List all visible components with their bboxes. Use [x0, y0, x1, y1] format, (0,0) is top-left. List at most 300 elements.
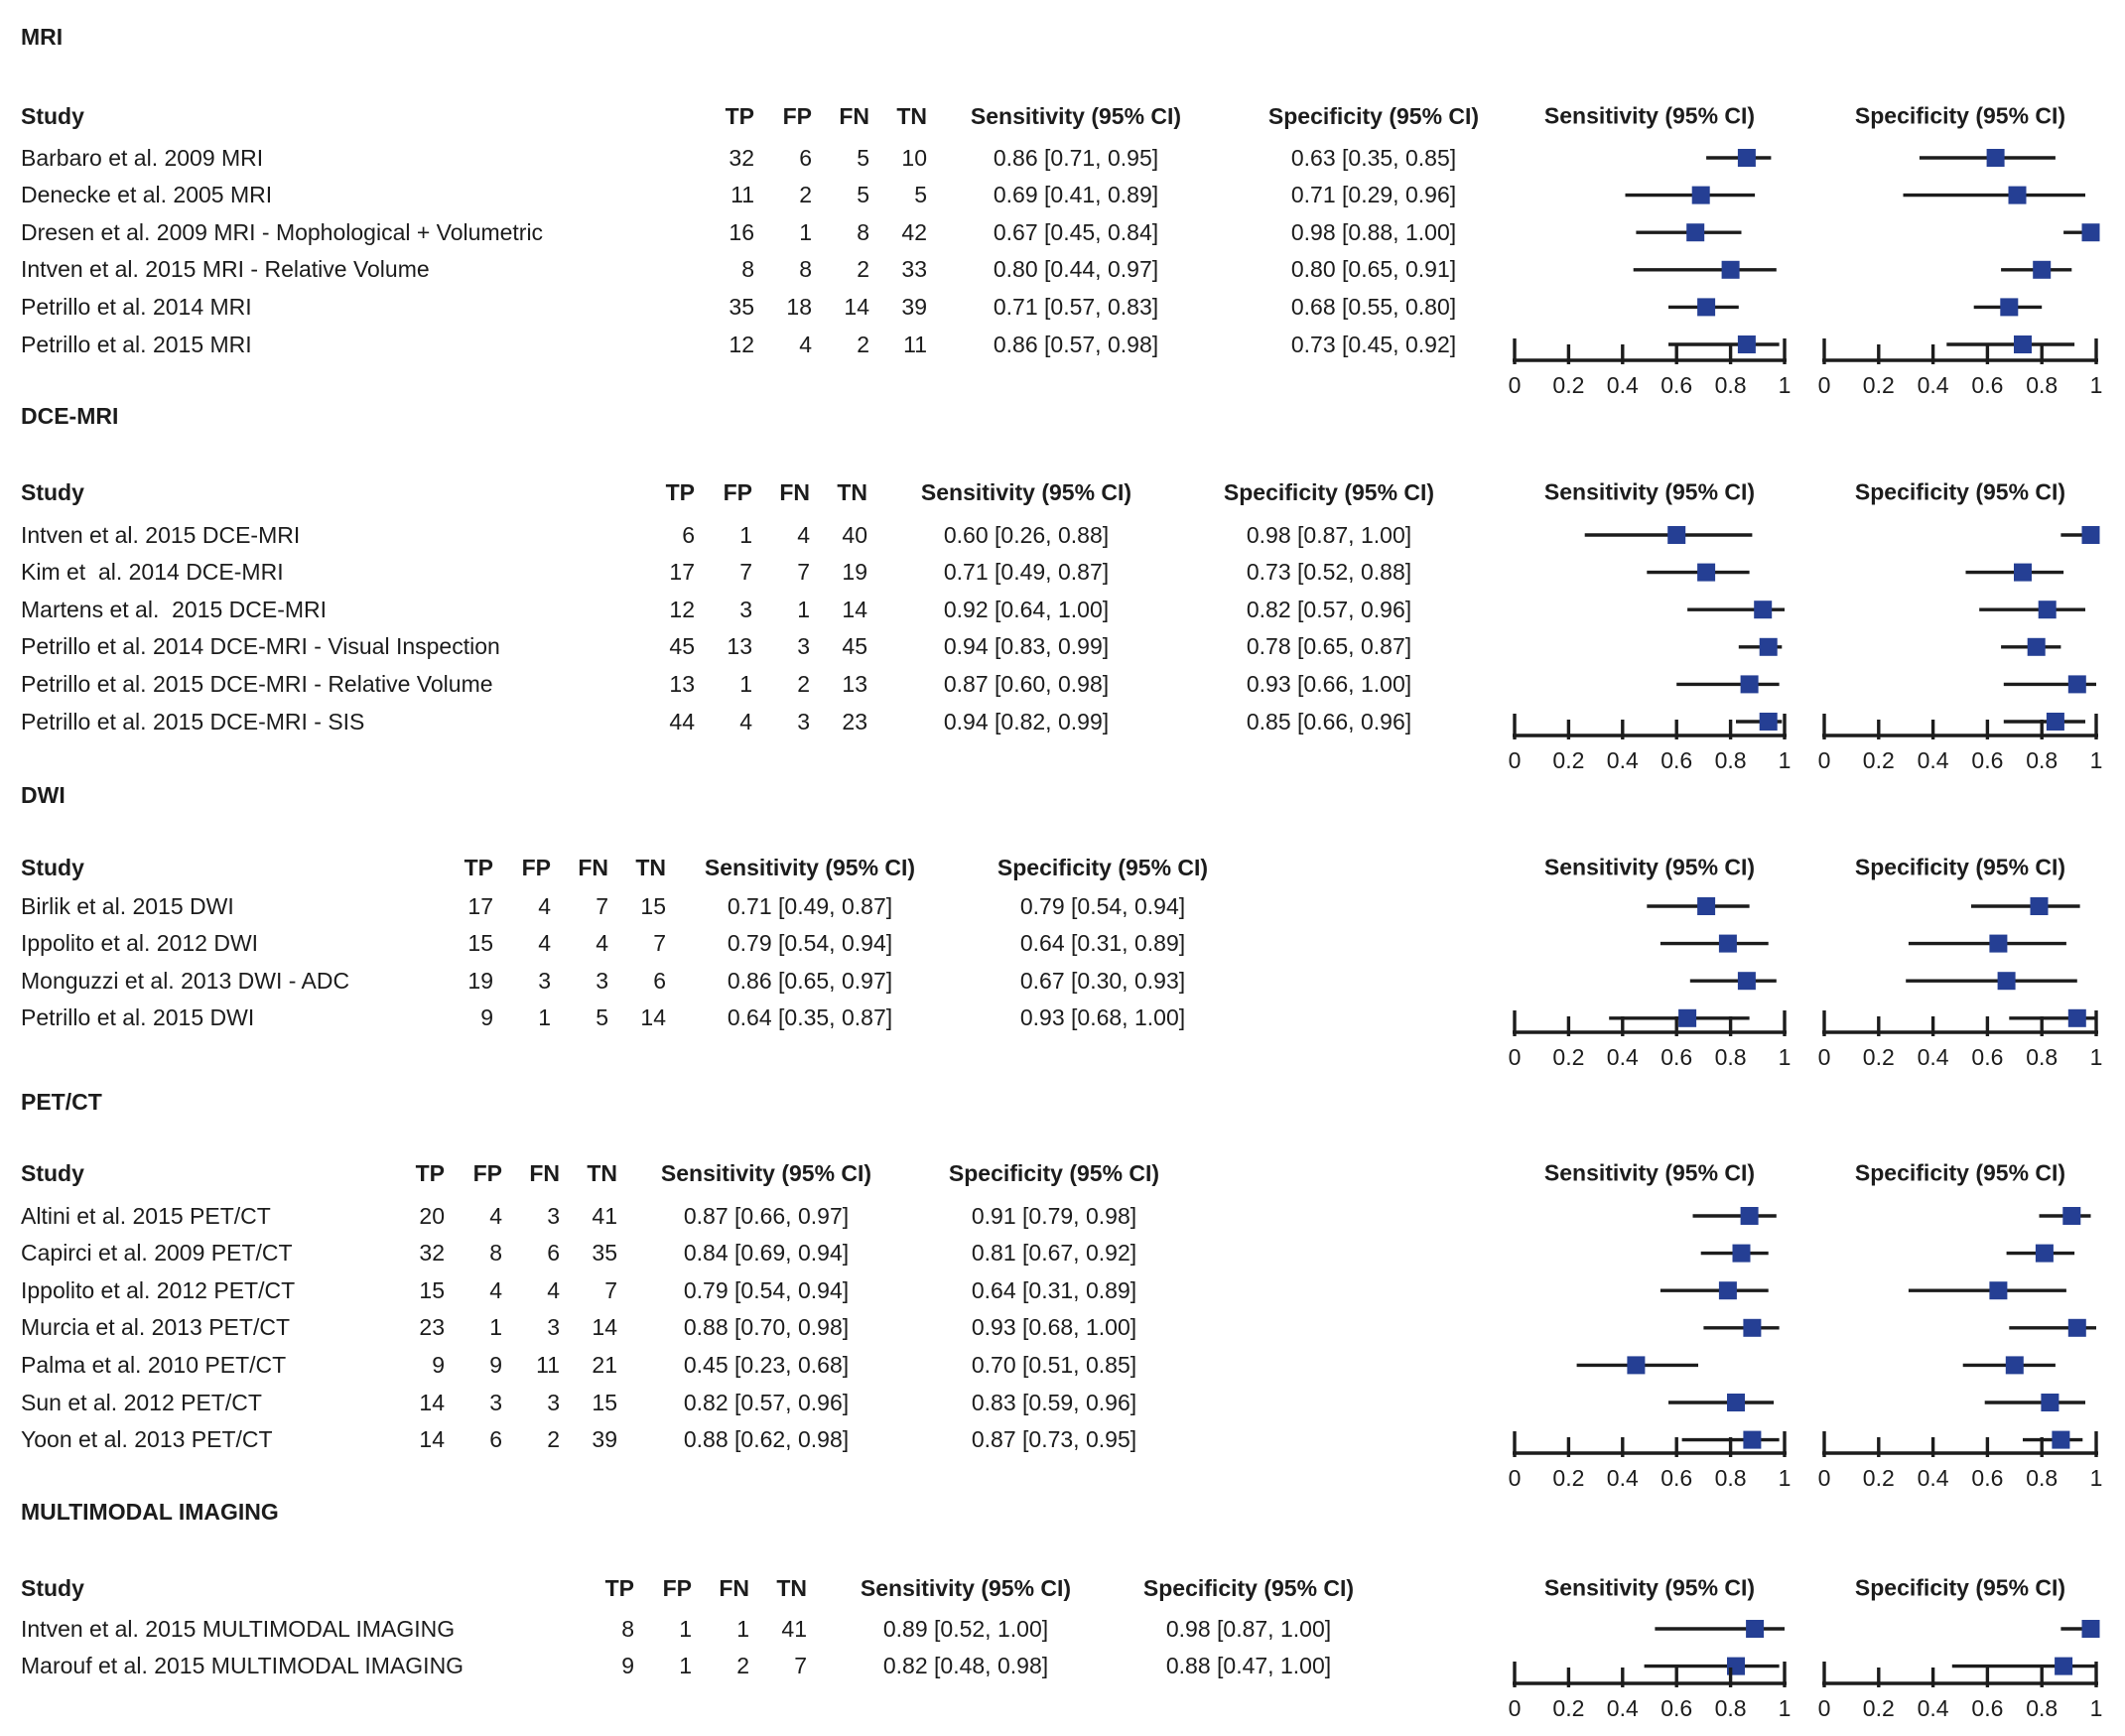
col-header-study: Study — [21, 854, 84, 880]
spec-ci-text: 0.78 [0.65, 0.87] — [1246, 633, 1412, 660]
axis-tick-label: 0 — [1508, 1695, 1522, 1721]
axis-tick-label: 0.2 — [1862, 372, 1895, 398]
axis-tick-label: 0.8 — [2026, 372, 2059, 398]
fp-value: 2 — [799, 182, 812, 208]
col-header-fn: FN — [578, 854, 608, 880]
spec-ci-text: 0.63 [0.35, 0.85] — [1290, 144, 1457, 171]
fn-value: 11 — [536, 1351, 560, 1378]
tn-value: 45 — [842, 633, 867, 660]
point-estimate-marker — [1743, 1319, 1761, 1337]
tn-value: 41 — [781, 1615, 807, 1642]
sens-ci-text: 0.84 [0.69, 0.94] — [683, 1240, 850, 1267]
axis-tick-label: 0 — [1817, 372, 1831, 398]
axis-tick-label: 0.4 — [1917, 372, 1949, 398]
col-header-tp: TP — [725, 102, 754, 129]
axis-tick-label: 0.2 — [1552, 747, 1585, 773]
fp-value: 1 — [679, 1615, 692, 1642]
sens-plot-header: Sensitivity (95% CI) — [1543, 1574, 1756, 1601]
study-name: Kim et al. 2014 DCE-MRI — [21, 559, 284, 586]
axis-tick-label: 0 — [1508, 747, 1522, 773]
col-header-fn: FN — [779, 478, 810, 505]
point-estimate-marker — [1686, 223, 1704, 241]
point-estimate-marker — [1692, 187, 1710, 204]
col-header-fp: FP — [662, 1574, 692, 1601]
axis-tick-label: 0.6 — [1971, 1695, 2004, 1721]
study-name: Denecke et al. 2005 MRI — [21, 182, 273, 208]
study-row — [21, 887, 1252, 925]
fn-value: 5 — [857, 182, 869, 208]
sens-ci-text: 0.67 [0.45, 0.84] — [993, 218, 1159, 245]
tn-value: 39 — [901, 293, 927, 320]
point-estimate-marker — [1719, 935, 1737, 953]
fp-value: 1 — [739, 521, 752, 548]
spec-ci-text: 0.80 [0.65, 0.91] — [1290, 256, 1457, 283]
tp-value: 44 — [669, 708, 695, 734]
fn-value: 3 — [547, 1314, 560, 1341]
col-header-fp: FP — [723, 478, 752, 505]
fn-value: 1 — [797, 596, 810, 622]
axis-tick-label: 0.8 — [2026, 1695, 2059, 1721]
spec-ci-text: 0.82 [0.57, 0.96] — [1246, 596, 1412, 622]
fn-value: 3 — [596, 967, 608, 994]
sens-ci-text: 0.86 [0.71, 0.95] — [993, 144, 1159, 171]
tp-value: 16 — [729, 218, 754, 245]
col-header-sensitivity: Sensitivity (95% CI) — [920, 478, 1132, 505]
axis-tick-label: 1 — [1778, 747, 1792, 773]
col-header-study: Study — [21, 478, 84, 505]
col-header-fn: FN — [719, 1574, 749, 1601]
study-name: Ippolito et al. 2012 PET/CT — [21, 1276, 296, 1303]
axis-tick-label: 0.2 — [1862, 1695, 1895, 1721]
section-title: DWI — [21, 782, 66, 808]
sens-ci-text: 0.71 [0.49, 0.87] — [727, 892, 893, 919]
sens-ci-text: 0.88 [0.62, 0.98] — [683, 1426, 850, 1453]
tn-value: 21 — [592, 1351, 617, 1378]
fp-value: 4 — [538, 892, 551, 919]
sens-ci-text: 0.60 [0.26, 0.88] — [943, 521, 1110, 548]
spec-plot-header: Specificity (95% CI) — [1854, 102, 2066, 129]
point-estimate-marker — [1746, 1620, 1764, 1638]
sens-ci-text: 0.80 [0.44, 0.97] — [993, 256, 1159, 283]
fn-value: 4 — [547, 1276, 560, 1303]
fn-value: 2 — [797, 670, 810, 697]
spec-plot-header: Specificity (95% CI) — [1854, 1159, 2066, 1186]
col-header-sensitivity: Sensitivity (95% CI) — [860, 1574, 1072, 1601]
table-header-row — [21, 97, 1523, 135]
tp-value: 12 — [729, 331, 754, 357]
fn-value: 4 — [596, 930, 608, 957]
axis-tick-label: 0.8 — [1714, 372, 1747, 398]
point-estimate-marker — [2033, 261, 2051, 279]
study-name: Petrillo et al. 2015 DCE-MRI - Relative Volume — [21, 670, 493, 697]
study-row — [21, 251, 1523, 289]
sens-plot-header: Sensitivity (95% CI) — [1543, 1159, 1756, 1186]
spec-ci-text: 0.91 [0.79, 0.98] — [971, 1202, 1137, 1229]
fn-value: 2 — [857, 256, 869, 283]
axis-tick-label: 0.6 — [1971, 1044, 2004, 1070]
study-row — [21, 139, 1523, 177]
point-estimate-marker — [2014, 564, 2032, 582]
study-row — [21, 1421, 1193, 1459]
point-estimate-marker — [1754, 601, 1772, 618]
study-row — [21, 326, 1523, 363]
point-estimate-marker — [1738, 149, 1756, 167]
fn-value: 4 — [797, 521, 810, 548]
tp-value: 8 — [741, 256, 754, 283]
axis-tick-label: 0.6 — [1971, 372, 2004, 398]
fp-value: 1 — [679, 1653, 692, 1679]
study-name: Sun et al. 2012 PET/CT — [21, 1389, 262, 1415]
point-estimate-marker — [2082, 526, 2100, 544]
tp-value: 20 — [419, 1202, 445, 1229]
spec-ci-text: 0.85 [0.66, 0.96] — [1246, 708, 1412, 734]
study-name: Birlik et al. 2015 DWI — [21, 892, 234, 919]
spec-ci-text: 0.98 [0.87, 1.00] — [1165, 1615, 1332, 1642]
point-estimate-marker — [1722, 261, 1740, 279]
sens-ci-text: 0.86 [0.65, 0.97] — [727, 967, 893, 994]
col-header-sensitivity: Sensitivity (95% CI) — [970, 102, 1182, 129]
axis-tick-label: 0.2 — [1552, 372, 1585, 398]
fp-value: 13 — [727, 633, 752, 660]
study-row — [21, 288, 1523, 326]
fn-value: 3 — [797, 708, 810, 734]
study-row — [21, 1000, 1252, 1037]
axis-tick-label: 0 — [1508, 372, 1522, 398]
axis-tick-label: 0.6 — [1660, 1695, 1693, 1721]
tp-value: 17 — [669, 559, 695, 586]
study-name: Petrillo et al. 2015 DCE-MRI - SIS — [21, 708, 365, 734]
col-header-tp: TP — [415, 1159, 445, 1186]
axis-tick-label: 0.4 — [1606, 372, 1639, 398]
point-estimate-marker — [1743, 1431, 1761, 1449]
axis-tick-label: 1 — [2089, 372, 2103, 398]
sens-plot-header: Sensitivity (95% CI) — [1543, 478, 1756, 505]
tn-value: 7 — [794, 1653, 807, 1679]
fn-value: 2 — [857, 331, 869, 357]
axis-tick-label: 0.4 — [1917, 1044, 1949, 1070]
axis-tick-label: 0.6 — [1971, 747, 2004, 773]
point-estimate-marker — [2036, 1245, 2054, 1263]
axis-tick-label: 0.6 — [1660, 1044, 1693, 1070]
section-title: DCE-MRI — [21, 403, 119, 429]
point-estimate-marker — [2047, 713, 2064, 731]
tp-value: 32 — [729, 144, 754, 171]
tn-value: 13 — [842, 670, 867, 697]
axis-tick-label: 1 — [1778, 372, 1792, 398]
sens-ci-text: 0.79 [0.54, 0.94] — [683, 1276, 850, 1303]
fp-value: 7 — [739, 559, 752, 586]
point-estimate-marker — [2062, 1207, 2080, 1225]
study-row — [21, 554, 1473, 592]
point-estimate-marker — [2055, 1658, 2072, 1675]
point-estimate-marker — [1627, 1356, 1645, 1374]
fp-value: 4 — [538, 930, 551, 957]
tn-value: 14 — [842, 596, 867, 622]
study-row — [21, 665, 1473, 703]
fn-value: 14 — [844, 293, 869, 320]
axis-tick-label: 0.8 — [1714, 747, 1747, 773]
col-header-study: Study — [21, 1159, 84, 1186]
fp-value: 1 — [538, 1004, 551, 1031]
spec-ci-text: 0.93 [0.66, 1.00] — [1246, 670, 1412, 697]
tp-value: 9 — [621, 1653, 634, 1679]
sens-ci-text: 0.82 [0.48, 0.98] — [882, 1653, 1049, 1679]
point-estimate-marker — [2068, 1009, 2086, 1027]
fp-value: 8 — [489, 1240, 502, 1267]
tp-value: 12 — [669, 596, 695, 622]
spec-ci-text: 0.83 [0.59, 0.96] — [971, 1389, 1137, 1415]
fn-value: 1 — [736, 1615, 749, 1642]
section-title: MULTIMODAL IMAGING — [21, 1499, 279, 1525]
spec-ci-text: 0.73 [0.45, 0.92] — [1290, 331, 1457, 357]
point-estimate-marker — [1998, 972, 2016, 990]
col-header-tp: TP — [665, 478, 695, 505]
tn-value: 7 — [604, 1276, 617, 1303]
axis-tick-label: 0.8 — [2026, 1044, 2059, 1070]
axis-tick-label: 0.6 — [1971, 1465, 2004, 1491]
tn-value: 11 — [903, 331, 927, 357]
point-estimate-marker — [2000, 298, 2018, 316]
col-header-specificity: Specificity (95% CI) — [1223, 478, 1435, 505]
study-row — [21, 1271, 1193, 1309]
sens-ci-text: 0.87 [0.66, 0.97] — [683, 1202, 850, 1229]
fp-value: 9 — [489, 1351, 502, 1378]
axis-tick-label: 0.4 — [1606, 747, 1639, 773]
study-name: Petrillo et al. 2014 MRI — [21, 293, 252, 320]
spec-ci-text: 0.98 [0.87, 1.00] — [1246, 521, 1412, 548]
study-row — [21, 1197, 1193, 1235]
study-name: Palma et al. 2010 PET/CT — [21, 1351, 287, 1378]
point-estimate-marker — [1667, 526, 1685, 544]
point-estimate-marker — [2039, 601, 2057, 618]
point-estimate-marker — [2028, 638, 2046, 656]
study-name: Dresen et al. 2009 MRI - Mophological + Volumetric — [21, 218, 544, 245]
study-name: Petrillo et al. 2015 DWI — [21, 1004, 255, 1031]
axis-tick-label: 0.2 — [1862, 1465, 1895, 1491]
fn-value: 7 — [797, 559, 810, 586]
tp-value: 11 — [730, 182, 754, 208]
tn-value: 35 — [592, 1240, 617, 1267]
point-estimate-marker — [2006, 1356, 2024, 1374]
tp-value: 45 — [669, 633, 695, 660]
study-name: Marouf et al. 2015 MULTIMODAL IMAGING — [21, 1653, 465, 1679]
point-estimate-marker — [1738, 335, 1756, 353]
table-header-row — [21, 473, 1473, 511]
fp-value: 4 — [799, 331, 812, 357]
axis-tick-label: 0.8 — [2026, 747, 2059, 773]
axis-tick-label: 0.4 — [1606, 1695, 1639, 1721]
axis-tick-label: 0.4 — [1917, 1465, 1949, 1491]
point-estimate-marker — [1697, 298, 1715, 316]
fn-value: 6 — [547, 1240, 560, 1267]
study-row — [21, 1384, 1193, 1421]
study-name: Intven et al. 2015 MULTIMODAL IMAGING — [21, 1615, 456, 1642]
point-estimate-marker — [2082, 1620, 2100, 1638]
point-estimate-marker — [2068, 675, 2086, 693]
axis-tick-label: 1 — [2089, 1044, 2103, 1070]
col-header-specificity: Specificity (95% CI) — [1267, 102, 1480, 129]
col-header-tp: TP — [604, 1574, 634, 1601]
spec-ci-text: 0.70 [0.51, 0.85] — [971, 1351, 1137, 1378]
point-estimate-marker — [1733, 1245, 1751, 1263]
fn-value: 2 — [736, 1653, 749, 1679]
col-header-study: Study — [21, 102, 84, 129]
study-row — [21, 1648, 1373, 1685]
study-row — [21, 1309, 1193, 1347]
sens-ci-text: 0.82 [0.57, 0.96] — [683, 1389, 850, 1415]
col-header-tn: TN — [896, 102, 927, 129]
fn-value: 5 — [857, 144, 869, 171]
point-estimate-marker — [1989, 935, 2007, 953]
study-name: Yoon et al. 2013 PET/CT — [21, 1426, 273, 1453]
sens-ci-text: 0.94 [0.82, 0.99] — [943, 708, 1110, 734]
axis-tick-label: 0 — [1508, 1044, 1522, 1070]
col-header-tp: TP — [464, 854, 493, 880]
axis-tick-label: 0 — [1817, 747, 1831, 773]
tn-value: 14 — [640, 1004, 666, 1031]
spec-ci-text: 0.71 [0.29, 0.96] — [1290, 182, 1457, 208]
tn-value: 23 — [842, 708, 867, 734]
spec-plot-header: Specificity (95% CI) — [1854, 854, 2066, 880]
sens-ci-text: 0.87 [0.60, 0.98] — [943, 670, 1110, 697]
axis-tick-label: 0.2 — [1552, 1465, 1585, 1491]
point-estimate-marker — [1697, 564, 1715, 582]
spec-ci-text: 0.64 [0.31, 0.89] — [1019, 930, 1186, 957]
col-header-sensitivity: Sensitivity (95% CI) — [704, 854, 916, 880]
tn-value: 41 — [592, 1202, 617, 1229]
tn-value: 39 — [592, 1426, 617, 1453]
point-estimate-marker — [1760, 713, 1778, 731]
col-header-specificity: Specificity (95% CI) — [948, 1159, 1160, 1186]
tn-value: 19 — [842, 559, 867, 586]
col-header-fp: FP — [472, 1159, 502, 1186]
spec-ci-text: 0.64 [0.31, 0.89] — [971, 1276, 1137, 1303]
axis-tick-label: 0 — [1508, 1465, 1522, 1491]
col-header-fn: FN — [839, 102, 869, 129]
study-name: Petrillo et al. 2014 DCE-MRI - Visual Inspection — [21, 633, 500, 660]
fn-value: 3 — [547, 1389, 560, 1415]
point-estimate-marker — [1678, 1009, 1696, 1027]
sens-ci-text: 0.69 [0.41, 0.89] — [993, 182, 1159, 208]
study-row — [21, 1610, 1373, 1648]
axis-tick-label: 0.2 — [1552, 1695, 1585, 1721]
col-header-tn: TN — [635, 854, 666, 880]
col-header-fp: FP — [782, 102, 812, 129]
sens-ci-text: 0.71 [0.49, 0.87] — [943, 559, 1110, 586]
tn-value: 33 — [901, 256, 927, 283]
sens-ci-text: 0.79 [0.54, 0.94] — [727, 930, 893, 957]
sens-plot-header: Sensitivity (95% CI) — [1543, 854, 1756, 880]
col-header-fp: FP — [521, 854, 551, 880]
fp-value: 4 — [739, 708, 752, 734]
tp-value: 15 — [419, 1276, 445, 1303]
tp-value: 6 — [682, 521, 695, 548]
study-name: Barbaro et al. 2009 MRI — [21, 144, 264, 171]
tn-value: 10 — [901, 144, 927, 171]
table-header-row — [21, 1154, 1193, 1192]
axis-tick-label: 0.8 — [1714, 1695, 1747, 1721]
point-estimate-marker — [2031, 897, 2049, 915]
spec-ci-text: 0.87 [0.73, 0.95] — [971, 1426, 1137, 1453]
axis-tick-label: 1 — [1778, 1465, 1792, 1491]
col-header-study: Study — [21, 1574, 84, 1601]
sens-ci-text: 0.92 [0.64, 1.00] — [943, 596, 1110, 622]
spec-ci-text: 0.98 [0.88, 1.00] — [1290, 218, 1457, 245]
fp-value: 3 — [489, 1389, 502, 1415]
tp-value: 32 — [419, 1240, 445, 1267]
tn-value: 6 — [653, 967, 666, 994]
col-header-sensitivity: Sensitivity (95% CI) — [660, 1159, 872, 1186]
axis-tick-label: 0.4 — [1917, 747, 1949, 773]
axis-tick-label: 1 — [1778, 1695, 1792, 1721]
fp-value: 6 — [489, 1426, 502, 1453]
study-name: Intven et al. 2015 DCE-MRI — [21, 521, 301, 548]
col-header-tn: TN — [776, 1574, 807, 1601]
study-name: Martens et al. 2015 DCE-MRI — [21, 596, 328, 622]
point-estimate-marker — [1741, 1207, 1759, 1225]
section-title: PET/CT — [21, 1089, 102, 1115]
fp-value: 3 — [739, 596, 752, 622]
tp-value: 23 — [419, 1314, 445, 1341]
fp-value: 4 — [489, 1276, 502, 1303]
axis-tick-label: 0 — [1817, 1465, 1831, 1491]
tn-value: 7 — [653, 930, 666, 957]
sens-plot-header: Sensitivity (95% CI) — [1543, 102, 1756, 129]
spec-ci-text: 0.93 [0.68, 1.00] — [971, 1314, 1137, 1341]
axis-tick-label: 1 — [2089, 1695, 2103, 1721]
tn-value: 15 — [592, 1389, 617, 1415]
sens-ci-text: 0.88 [0.70, 0.98] — [683, 1314, 850, 1341]
axis-tick-label: 1 — [2089, 747, 2103, 773]
tn-value: 40 — [842, 521, 867, 548]
spec-ci-text: 0.79 [0.54, 0.94] — [1019, 892, 1186, 919]
spec-ci-text: 0.93 [0.68, 1.00] — [1019, 1004, 1186, 1031]
spec-ci-text: 0.88 [0.47, 1.00] — [1165, 1653, 1332, 1679]
axis-tick-label: 0.8 — [1714, 1465, 1747, 1491]
fp-value: 18 — [786, 293, 812, 320]
fn-value: 2 — [547, 1426, 560, 1453]
spec-plot-header: Specificity (95% CI) — [1854, 478, 2066, 505]
fp-value: 1 — [489, 1314, 502, 1341]
point-estimate-marker — [1719, 1281, 1737, 1299]
point-estimate-marker — [2014, 335, 2032, 353]
axis-tick-label: 1 — [1778, 1044, 1792, 1070]
tp-value: 13 — [669, 670, 695, 697]
point-estimate-marker — [2068, 1319, 2086, 1337]
point-estimate-marker — [1697, 897, 1715, 915]
table-header-row — [21, 1569, 1373, 1607]
point-estimate-marker — [2082, 223, 2100, 241]
sens-ci-text: 0.86 [0.57, 0.98] — [993, 331, 1159, 357]
axis-tick-label: 0.4 — [1606, 1465, 1639, 1491]
tn-value: 14 — [592, 1314, 617, 1341]
axis-tick-label: 0.8 — [1714, 1044, 1747, 1070]
tp-value: 14 — [419, 1389, 445, 1415]
tp-value: 35 — [729, 293, 754, 320]
axis-tick-label: 0.2 — [1862, 747, 1895, 773]
point-estimate-marker — [1760, 638, 1778, 656]
point-estimate-marker — [1727, 1394, 1745, 1411]
col-header-fn: FN — [529, 1159, 560, 1186]
axis-tick-label: 0.2 — [1552, 1044, 1585, 1070]
tp-value: 17 — [467, 892, 493, 919]
study-row — [21, 628, 1473, 666]
study-name: Murcia et al. 2013 PET/CT — [21, 1314, 290, 1341]
axis-tick-label: 1 — [2089, 1465, 2103, 1491]
axis-tick-label: 0.2 — [1862, 1044, 1895, 1070]
tp-value: 19 — [467, 967, 493, 994]
fp-value: 1 — [799, 218, 812, 245]
